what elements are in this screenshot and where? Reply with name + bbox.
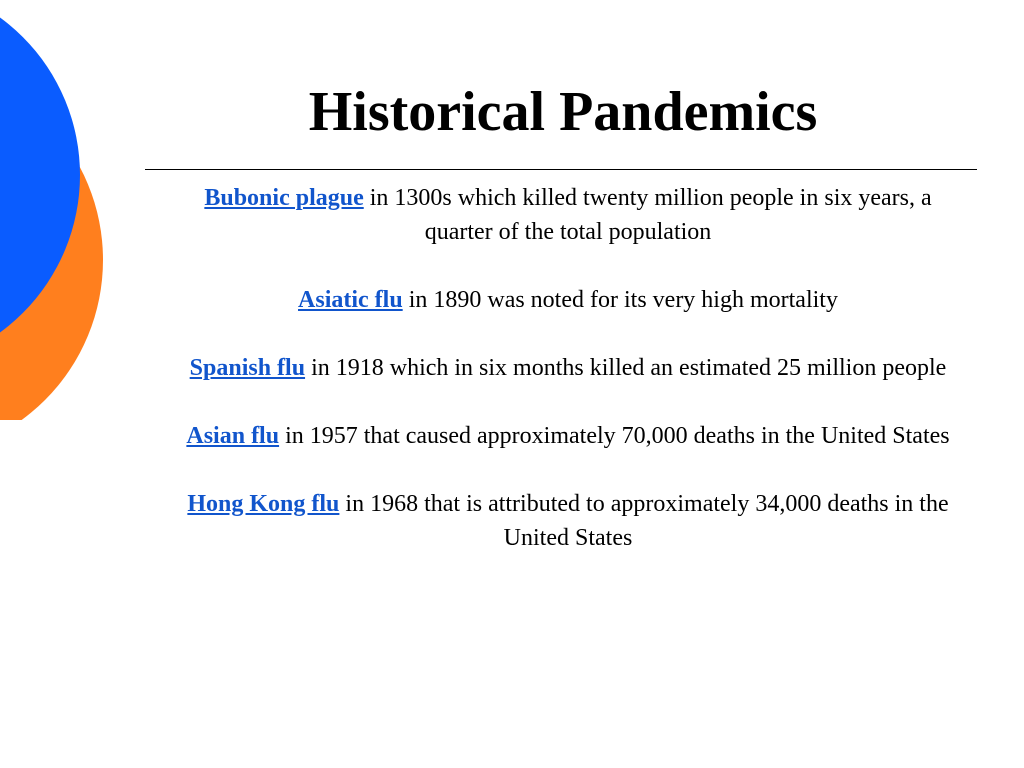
link-bubonic-plague[interactable]: Bubonic plague [204,185,364,211]
entry-asiatic-flu [170,283,966,317]
slide-title: Historical Pandemics [308,81,818,143]
link-asian-flu[interactable]: Asian flu [186,423,280,449]
entry-bubonic-plague [170,181,966,249]
entry-text: in 1957 that caused approximately 70,000 deaths in the United States [279,423,950,449]
slide-body [170,181,966,589]
decorative-circles [0,0,120,420]
link-hong-kong-flu[interactable]: Hong Kong flu [187,491,340,517]
entry-text: in 1890 was noted for its very high mortality [402,287,838,313]
entry-text: in 1918 which in six months killed an estimated 25 million people [305,355,947,381]
entry-hong-kong-flu [170,487,966,555]
entry-asian-flu [170,419,966,453]
entry-text: in 1300s which killed twenty million people in six years, a quarter of the total population [363,185,932,245]
title-divider [145,169,977,170]
entry-spanish-flu [170,351,966,385]
link-spanish-flu[interactable]: Spanish flu [189,355,306,381]
entry-text: in 1968 that is attributed to approximately 34,000 deaths in the United States [339,491,949,551]
link-asiatic-flu[interactable]: Asiatic flu [298,287,403,313]
